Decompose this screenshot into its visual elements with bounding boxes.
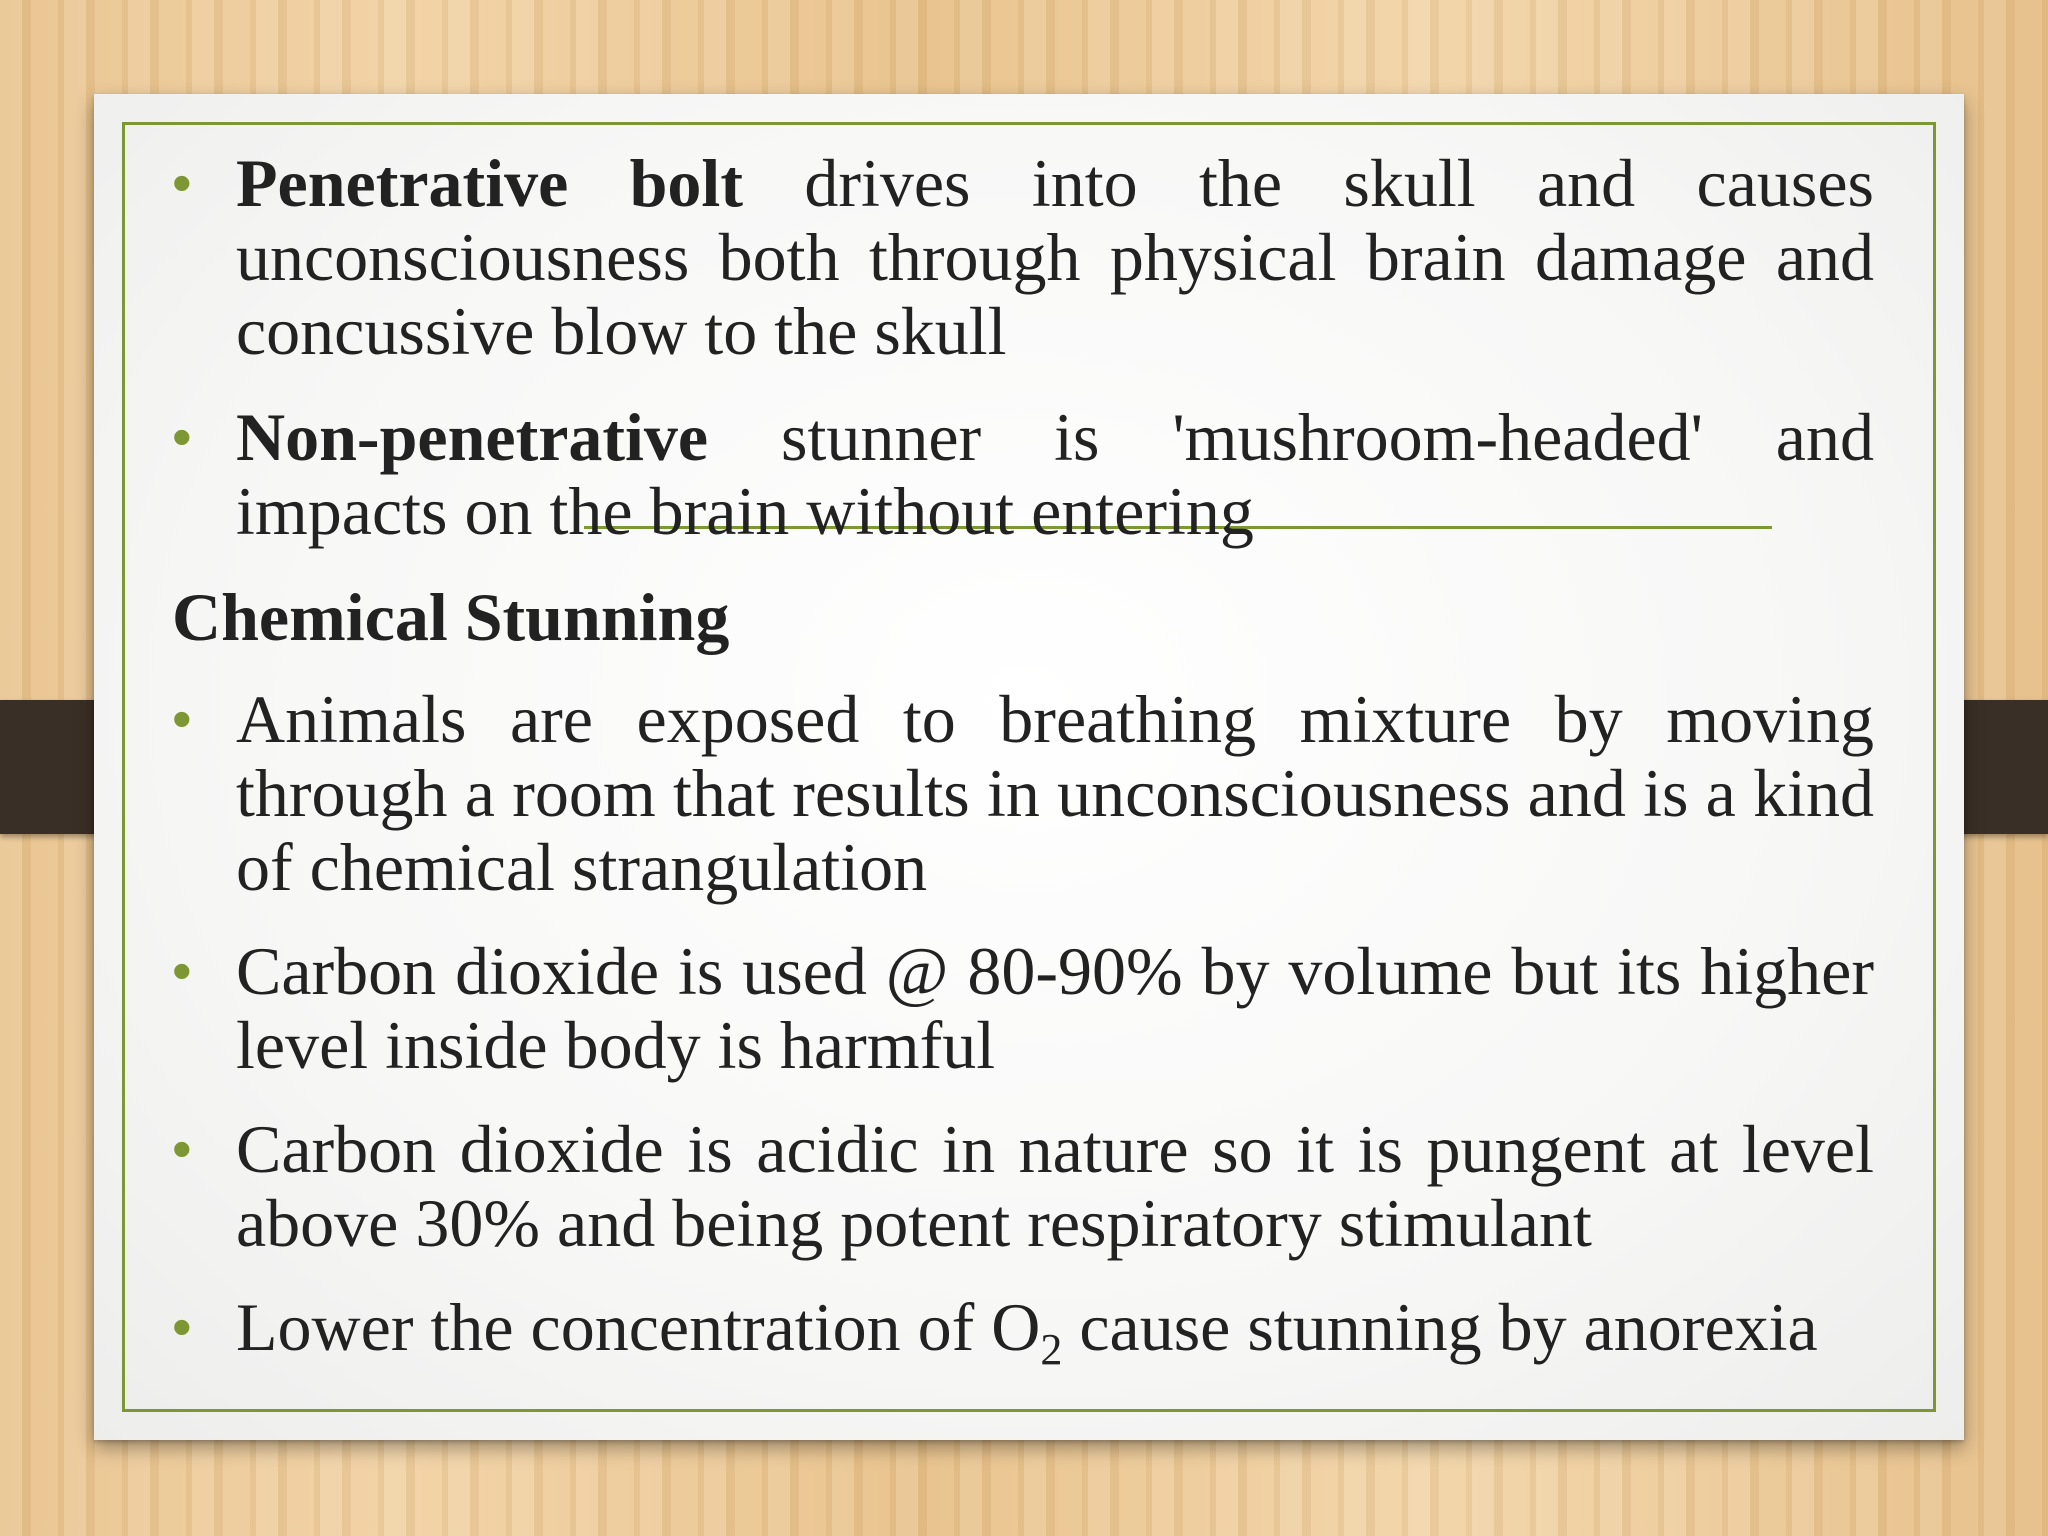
bullet-item-oxygen: [172, 1289, 1874, 1374]
bullet-icon: •: [172, 1295, 192, 1358]
bullet-icon: •: [172, 1117, 192, 1180]
bullet-text: Carbon dioxide is acidic in nature so it is pungent at level above 30% and being potent respiratory stimulant: [236, 1111, 1874, 1261]
bullet-text: drives into the skull and causes unconsciousness both through physical brain damage and concussive blow to the skull: [236, 145, 1874, 369]
bullet-text-before: Lower the concentration of O: [236, 1289, 1041, 1365]
slide-content: [172, 145, 1874, 1374]
bullet-icon: •: [172, 939, 192, 1002]
bullet-item-co2-volume: [172, 934, 1874, 1082]
bullet-icon: •: [172, 405, 192, 468]
section-heading: Chemical Stunning: [172, 579, 730, 655]
term-penetrative-bolt: Penetrative bolt: [236, 145, 743, 221]
subscript-2: 2: [1040, 1325, 1063, 1374]
term-non-penetrative: Non-penetrative: [236, 399, 709, 475]
bullet-text-after: cause stunning by anorexia: [1062, 1289, 1818, 1365]
bullet-text: Carbon dioxide is used @ 80-90% by volume but its higher level inside body is harmful: [236, 933, 1874, 1083]
bullet-icon: •: [172, 151, 192, 214]
bullet-text: Animals are exposed to breathing mixture by moving through a room that results in unconsciousness and is a kind of chemical strangulation: [236, 681, 1874, 905]
bullet-icon: •: [172, 687, 192, 750]
slide-card: [94, 94, 1964, 1440]
bullet-item-penetrative-bolt: [172, 146, 1874, 368]
bullet-item-breathing-mixture: [172, 682, 1874, 904]
bullet-text: stunner is 'mushroom-headed' and impacts on the brain without entering: [236, 399, 1874, 549]
bullet-item-co2-acidic: [172, 1112, 1874, 1260]
bullet-item-non-penetrative: [172, 400, 1874, 548]
